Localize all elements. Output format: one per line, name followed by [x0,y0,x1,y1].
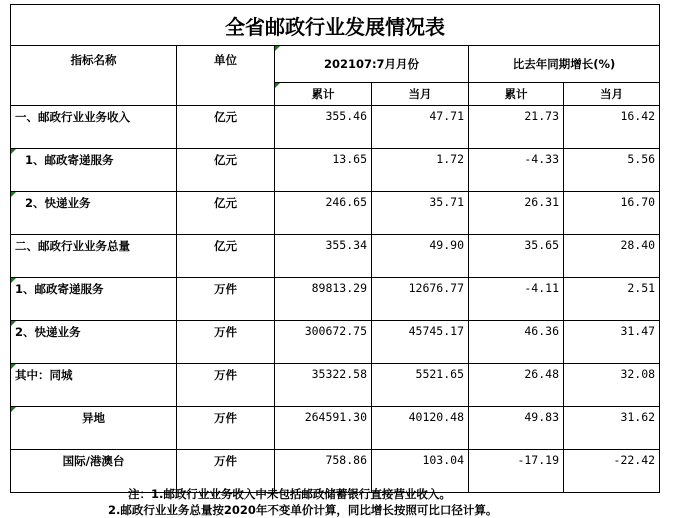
row-month: 5521.65 [372,364,469,407]
row-name: 国际/港澳台 [11,450,177,493]
table-row [11,235,660,278]
row-name: 一、邮政行业业务收入 [11,106,177,149]
postal-industry-table [10,4,660,493]
header-unit: 单位 [177,46,275,106]
row-yoy-cumulative: 26.31 [469,192,564,235]
table-row [11,321,660,364]
row-yoy-month: 16.42 [564,106,660,149]
row-name: 异地 [11,407,177,450]
row-yoy-month: 16.70 [564,192,660,235]
row-unit: 万件 [177,321,275,364]
row-yoy-cumulative: -4.11 [469,278,564,321]
table-row [11,149,660,192]
header-period: 202107:7月月份 [275,46,469,83]
row-month: 40120.48 [372,407,469,450]
row-cumulative: 264591.30 [275,407,372,450]
row-yoy-cumulative: 26.48 [469,364,564,407]
row-month: 12676.77 [372,278,469,321]
row-yoy-cumulative: 21.73 [469,106,564,149]
row-cumulative: 246.65 [275,192,372,235]
row-unit: 亿元 [177,149,275,192]
header-yoy-month: 当月 [564,83,660,106]
row-cumulative: 35322.58 [275,364,372,407]
row-name: 2、快递业务 [11,321,177,364]
table-row [11,364,660,407]
table-row [11,106,660,149]
row-cumulative: 758.86 [275,450,372,493]
row-name: 1、邮政寄递服务 [11,149,177,192]
row-month: 35.71 [372,192,469,235]
row-unit: 亿元 [177,192,275,235]
row-unit: 亿元 [177,235,275,278]
row-cumulative: 355.46 [275,106,372,149]
row-yoy-cumulative: 49.83 [469,407,564,450]
row-yoy-month: 5.56 [564,149,660,192]
table-row [11,278,660,321]
row-name: 其中：同城 [11,364,177,407]
row-cumulative: 13.65 [275,149,372,192]
row-name: 1、邮政寄递服务 [11,278,177,321]
table-title: 全省邮政行业发展情况表 [11,5,660,46]
header-yoy-cumulative: 累计 [469,83,564,106]
row-yoy-month: 28.40 [564,235,660,278]
row-month: 45745.17 [372,321,469,364]
footnote-1: 注：1.邮政行业业务收入中未包括邮政储蓄银行直接营业收入。 [128,487,451,501]
row-name: 二、邮政行业业务总量 [11,235,177,278]
row-cumulative: 300672.75 [275,321,372,364]
statistics-table-container [10,4,659,493]
row-unit: 亿元 [177,106,275,149]
row-yoy-cumulative: -17.19 [469,450,564,493]
row-month: 1.72 [372,149,469,192]
row-unit: 万件 [177,278,275,321]
row-yoy-month: 2.51 [564,278,660,321]
row-name: 2、快递业务 [11,192,177,235]
row-unit: 万件 [177,407,275,450]
row-yoy-cumulative: 46.36 [469,321,564,364]
row-yoy-month: 31.62 [564,407,660,450]
row-yoy-month: 32.08 [564,364,660,407]
row-unit: 万件 [177,364,275,407]
row-cumulative: 355.34 [275,235,372,278]
row-yoy-month: 31.47 [564,321,660,364]
table-row [11,192,660,235]
row-month: 47.71 [372,106,469,149]
row-yoy-month: -22.42 [564,450,660,493]
header-yoy: 比去年同期增长(%) [469,46,660,83]
footnote-2: 2.邮政行业业务总量按2020年不变单价计算，同比增长按照可比口径计算。 [108,503,498,517]
row-cumulative: 89813.29 [275,278,372,321]
header-indicator: 指标名称 [11,46,177,106]
row-unit: 万件 [177,450,275,493]
row-month: 103.04 [372,450,469,493]
row-month: 49.90 [372,235,469,278]
table-row [11,407,660,450]
row-yoy-cumulative: 35.65 [469,235,564,278]
header-cumulative: 累计 [275,83,372,106]
row-yoy-cumulative: -4.33 [469,149,564,192]
header-month: 当月 [372,83,469,106]
